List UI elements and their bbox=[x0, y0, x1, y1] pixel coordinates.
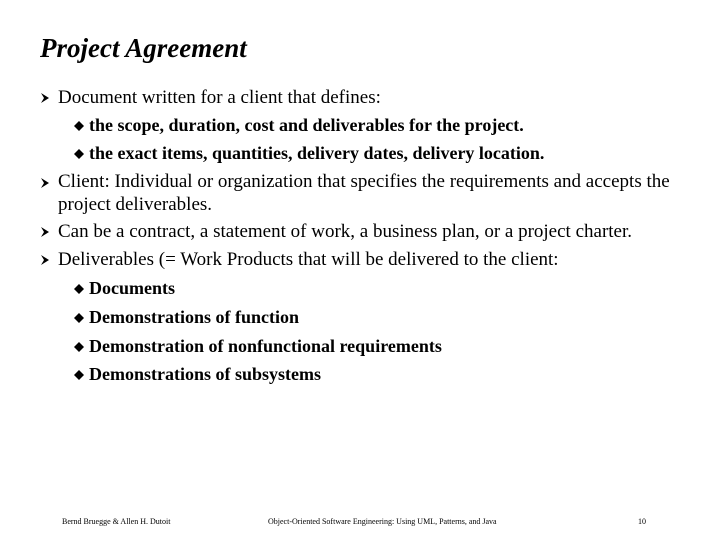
small-diamond-bullet-icon bbox=[74, 121, 84, 131]
small-diamond-bullet-icon bbox=[74, 149, 84, 159]
diamond-bullet-icon bbox=[38, 225, 52, 239]
slide-title: Project Agreement bbox=[40, 33, 247, 63]
small-diamond-bullet-icon bbox=[74, 284, 84, 294]
small-diamond-bullet-icon bbox=[74, 313, 84, 323]
bullet-text: Deliverables (= Work Products that will be delivered to the client: bbox=[58, 249, 559, 270]
small-diamond-bullet-icon bbox=[74, 342, 84, 352]
bullet-text: Can be a contract, a statement of work, a business plan, or a project charter. bbox=[58, 221, 633, 242]
diamond-bullet-icon bbox=[38, 253, 52, 267]
sub-bullet-text: Documents bbox=[89, 278, 175, 298]
page-number: 10 bbox=[638, 517, 646, 526]
sub-bullet-text: the scope, duration, cost and deliverables for the project. bbox=[89, 115, 524, 135]
bullet-text: Client: Individual or organization that specifies the requirements and accepts the project deliverables. bbox=[58, 171, 670, 215]
sub-bullet-text: Demonstrations of subsystems bbox=[89, 364, 322, 384]
sub-bullet-text: Demonstrations of function bbox=[89, 307, 299, 327]
diamond-bullet-icon bbox=[38, 91, 52, 105]
small-diamond-bullet-icon bbox=[74, 370, 84, 380]
footer-book-title: Object-Oriented Software Engineering: Using UML, Patterns, and Java bbox=[268, 517, 497, 526]
bullet-text: Document written for a client that defines: bbox=[58, 87, 381, 108]
footer-author: Bernd Bruegge & Allen H. Dutoit bbox=[62, 517, 171, 526]
sub-bullet-text: Demonstration of nonfunctional requirements bbox=[89, 336, 442, 356]
diamond-bullet-icon bbox=[38, 176, 52, 190]
sub-bullet-text: the exact items, quantities, delivery dates, delivery location. bbox=[89, 143, 545, 163]
